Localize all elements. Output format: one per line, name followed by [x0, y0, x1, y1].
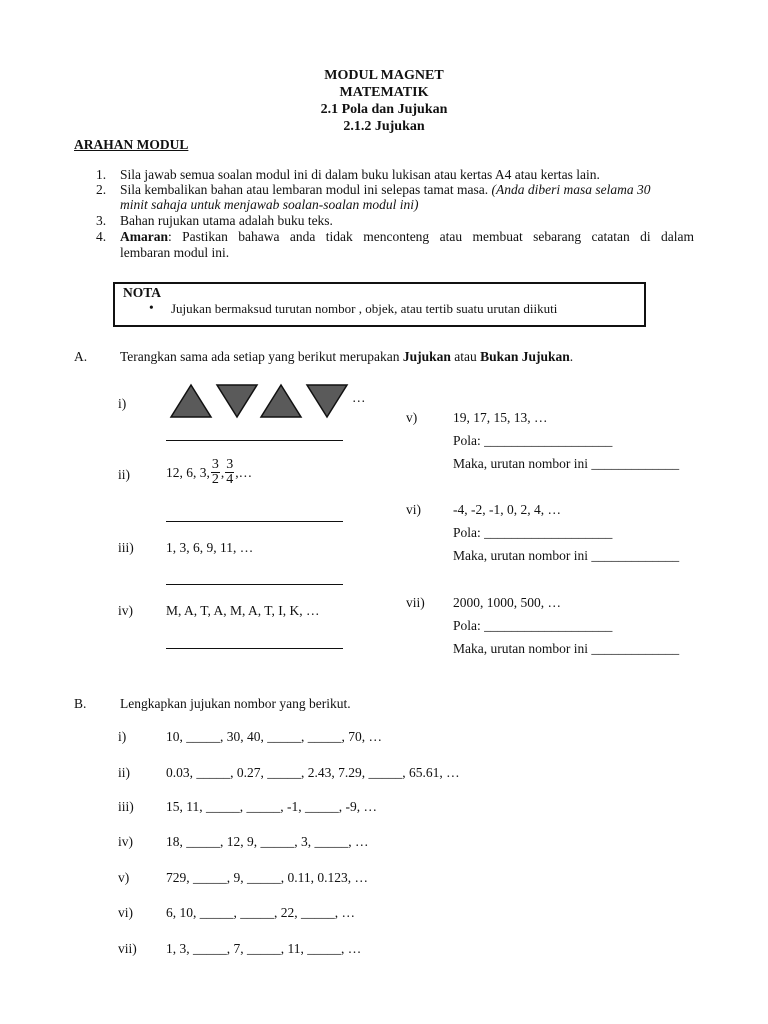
arahan-text-4-cont: lembaran modul ini. [120, 245, 230, 260]
a-ii-sep: , [220, 464, 225, 480]
a-ii-suffix: ,… [235, 464, 253, 480]
arahan-text-4 [120, 229, 694, 245]
a-ii-sequence [166, 458, 252, 487]
amaran-text: : Pastikan bahawa anda tidak menconteng atau membuat sebarang catatan di dalam [168, 229, 694, 244]
b-vi-num: vi) [118, 905, 133, 920]
section-a-intro-atau: atau [450, 349, 481, 364]
nota-box [113, 282, 646, 327]
a-iii-sequence: 1, 3, 6, 9, 11, … [166, 540, 254, 555]
amaran-label: Amaran [120, 229, 168, 244]
section-a-intro-bukan: Bukan Jujukan [480, 349, 570, 364]
a-vii-num: vii) [406, 595, 425, 610]
a-vi-pola[interactable]: Pola: ___________________ [453, 525, 613, 540]
a-vi-num: vi) [406, 502, 421, 517]
arahan-num-1: 1. [96, 167, 107, 182]
a-iv-num: iv) [118, 603, 133, 618]
fraction-3-4 [225, 458, 234, 487]
b-vi-sequence[interactable]: 6, 10, _____, _____, 22, _____, … [166, 905, 355, 920]
triangle-up-2 [261, 385, 301, 417]
section-b-label: B. [74, 696, 87, 711]
arahan-num-3: 3. [96, 213, 107, 228]
triangle-sequence [165, 381, 375, 421]
nota-title: NOTA [123, 285, 162, 300]
b-iii-num: iii) [118, 799, 134, 814]
a-v-maka[interactable]: Maka, urutan nombor ini _____________ [453, 456, 680, 471]
a-vii-maka[interactable]: Maka, urutan nombor ini _____________ [453, 641, 680, 656]
fraction-3-4-denominator: 4 [226, 472, 234, 487]
fraction-3-2 [211, 458, 220, 487]
arahan-text-3: Bahan rujukan utama adalah buku teks. [120, 213, 333, 228]
a-iv-sequence: M, A, T, A, M, A, T, I, K, … [166, 603, 320, 618]
nota-bullet: • [149, 300, 154, 315]
section-a-intro [120, 349, 573, 365]
arahan-num-2: 2. [96, 182, 107, 197]
a-vi-maka[interactable]: Maka, urutan nombor ini _____________ [453, 548, 680, 563]
b-i-sequence[interactable]: 10, _____, 30, 40, _____, _____, 70, … [166, 729, 382, 744]
a-v-num: v) [406, 410, 418, 425]
b-ii-sequence[interactable]: 0.03, _____, 0.27, _____, 2.43, 7.29, _____, 65.61, … [166, 765, 460, 780]
arahan-text-2-cont: minit sahaja untuk menjawab soalan-soalan modul ini) [120, 197, 419, 212]
a-ii-num: ii) [118, 467, 130, 482]
section-b-intro: Lengkapkan jujukan nombor yang berikut. [120, 696, 351, 711]
answer-line-a-iii[interactable] [166, 584, 343, 585]
b-v-sequence[interactable]: 729, _____, 9, _____, 0.11, 0.123, … [166, 870, 368, 885]
arahan-heading: ARAHAN MODUL [74, 137, 189, 152]
title-topic: 2.1 Pola dan Jujukan [320, 102, 448, 117]
arahan-num-4: 4. [96, 229, 107, 244]
arahan-text-2-main: Sila kembalikan bahan atau lembaran modul ini selepas tamat masa. [120, 182, 489, 197]
answer-line-a-ii[interactable] [166, 521, 343, 522]
a-i-num: i) [118, 396, 127, 411]
fraction-3-2-numerator: 3 [211, 457, 219, 472]
arahan-text-2-italic: (Anda diberi masa selama 30 [491, 182, 651, 197]
triangle-down-1 [217, 385, 257, 417]
title-modul-magnet: MODUL MAGNET [324, 68, 444, 83]
b-ii-num: ii) [118, 765, 130, 780]
a-ii-prefix: 12, 6, 3, [166, 464, 210, 480]
a-v-pola[interactable]: Pola: ___________________ [453, 433, 613, 448]
nota-text: Jujukan bermaksud turutan nombor , objek, atau tertib suatu urutan diikuti [171, 301, 558, 316]
b-iii-sequence[interactable]: 15, 11, _____, _____, -1, _____, -9, … [166, 799, 377, 814]
b-v-num: v) [118, 870, 130, 885]
arahan-text-2 [120, 182, 651, 198]
triangle-up-1 [171, 385, 211, 417]
fraction-3-2-denominator: 2 [211, 472, 219, 487]
section-a-intro-text: Terangkan sama ada setiap yang berikut merupakan [120, 349, 403, 364]
section-a-intro-period: . [569, 349, 574, 364]
b-vii-num: vii) [118, 941, 137, 956]
b-iv-sequence[interactable]: 18, _____, 12, 9, _____, 3, _____, … [166, 834, 369, 849]
a-i-ellipsis: … [352, 390, 366, 405]
title-matematik: MATEMATIK [339, 85, 429, 100]
b-i-num: i) [118, 729, 127, 744]
fraction-3-4-numerator: 3 [226, 457, 234, 472]
a-iii-num: iii) [118, 540, 134, 555]
a-vii-pola[interactable]: Pola: ___________________ [453, 618, 613, 633]
a-vi-sequence: -4, -2, -1, 0, 2, 4, … [453, 502, 561, 517]
title-subtopic: 2.1.2 Jujukan [343, 119, 425, 134]
triangle-down-2 [307, 385, 347, 417]
a-v-sequence: 19, 17, 15, 13, … [453, 410, 548, 425]
b-vii-sequence[interactable]: 1, 3, _____, 7, _____, 11, _____, … [166, 941, 362, 956]
b-iv-num: iv) [118, 834, 133, 849]
answer-line-a-i[interactable] [166, 440, 343, 441]
answer-line-a-iv[interactable] [166, 648, 343, 649]
section-a-intro-jujukan: Jujukan [402, 349, 451, 364]
section-a-label: A. [74, 349, 88, 364]
a-vii-sequence: 2000, 1000, 500, … [453, 595, 561, 610]
arahan-text-1: Sila jawab semua soalan modul ini di dalam buku lukisan atau kertas A4 atau kertas lain. [120, 167, 600, 182]
